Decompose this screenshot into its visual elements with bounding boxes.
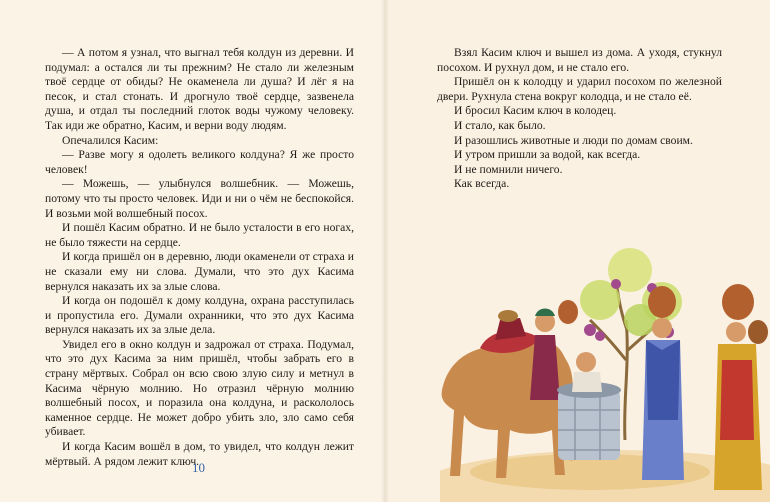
paragraph: Пришёл он к колодцу и ударил посохом по железной двери. Рухнула стена вокруг колодца, и не стало её. (437, 75, 722, 103)
paragraph: И пошёл Касим обратно. И не было усталости в его ногах, не было тяжести на сердце. (45, 221, 354, 249)
paragraph: Как всегда. (454, 177, 510, 191)
paragraph: — Разве могу я одолеть великого колдуна? Я же просто человек! (45, 148, 354, 176)
paragraph: И когда он подошёл к дому колдуна, охрана расступилась и пропустила его. Думали охранники, что это дух Касима вернулся наказать их за злые дела. (45, 294, 354, 337)
paragraph: И не помнили ничего. (454, 162, 563, 176)
paragraph: И когда Касим вошёл в дом, то увидел, что колдун лежит мёртвый. А рядом лежит ключ. (45, 440, 354, 468)
paragraph: И стало, как было. (454, 118, 546, 132)
paragraph: И бросил Касим ключ в колодец. (454, 104, 617, 118)
page-number: 10 (192, 460, 205, 475)
woman-with-jug-2 (714, 284, 762, 490)
paragraph: Увидел его в окно колдун и задрожал от страха. Подумал, что это дух Касима за ним пришёл, чтобы забрать его в страну мёртвых. Собрал он всю свою злую силу и метнул в Касима чёрную молнию. Но отразил чёрную молнию волшебный посох, и поразила она колдуна, и раскололось каменное сердце. Не может добро убить зло, зло само себя убивает. (45, 337, 354, 439)
paragraph: Взял Касим ключ и вышел из дома. А уходя, стукнул посохом. И рухнул дом, и не стало его. (437, 46, 722, 74)
paragraph: И когда пришёл он в деревню, люди окаменели от страха и не сказали ему ни слова. Думали, что это дух Касима вернулся наказать их за злые слова. (45, 250, 354, 293)
woman-with-jug-3 (748, 320, 768, 344)
paragraph: — А потом я узнал, что выгнал тебя колдун из деревни. И подумал: а остался ли ты прежним? Не стало ли железным твоё сердце от обиды? Не окаменела ли душа? И лёг я на песок, и стал стонать. И дрогнуло твоё сердце, зазвенела душа, и отдал ты последний глоток воды чужому человеку. Так иди же обратно, Касим, и верни воду людям. (45, 46, 354, 132)
paragraph: — Можешь, — улыбнулся волшебник. — Можешь, потому что ты просто человек. Иди и ни о чём не беспокойся. И возьми мой волшебный посох. (45, 177, 354, 220)
paragraph: Опечалился Касим: (62, 133, 159, 147)
right-page-text (437, 46, 722, 192)
left-page-text (45, 46, 354, 469)
paragraph: И разошлись животные и люди по домам своим. (454, 133, 693, 147)
book-gutter (381, 0, 389, 502)
paragraph: И утром пришли за водой, как всегда. (454, 148, 641, 162)
well-scene-illustration (440, 240, 770, 502)
